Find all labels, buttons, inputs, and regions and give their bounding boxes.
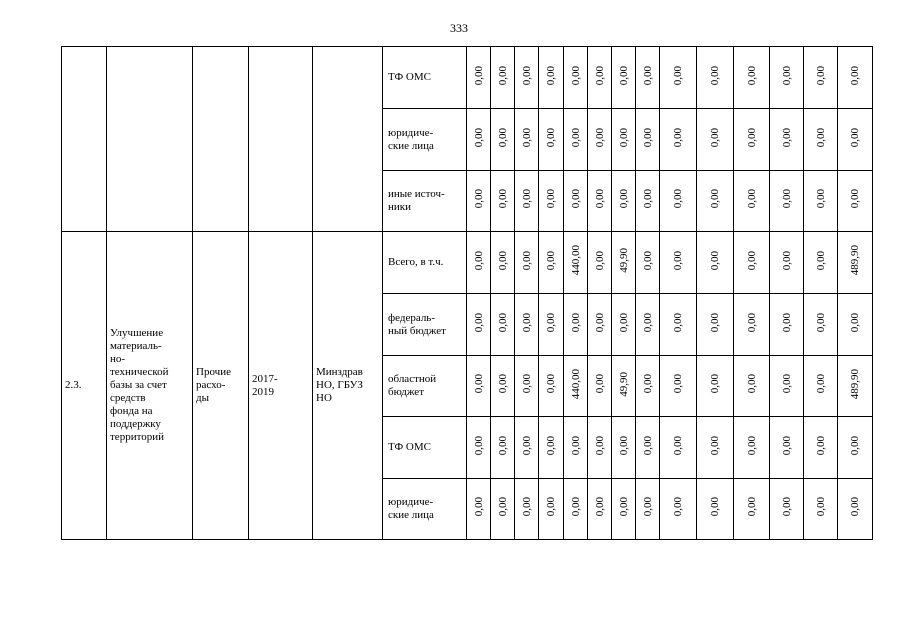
source-cell: областной бюджет [383, 356, 467, 417]
value-cell [804, 294, 838, 356]
value-cell [612, 109, 636, 171]
value-text: 0,00 [545, 65, 557, 86]
value-text: 0,00 [593, 312, 606, 333]
value-cell [515, 232, 539, 294]
value-text: 0,00 [709, 312, 721, 333]
value-text: 0,00 [780, 189, 793, 209]
source-cell: Всего, в т.ч. [383, 232, 467, 294]
page-number: 333 [450, 21, 468, 35]
value-cell [636, 479, 660, 540]
table-row [62, 47, 873, 109]
value-text: 440,00 [569, 245, 582, 276]
value-text: 0,00 [849, 189, 861, 209]
number-cell [62, 47, 107, 232]
value-cell [770, 356, 804, 417]
value-cell [804, 417, 838, 479]
value-text: 0,00 [641, 497, 654, 517]
value-text: 0,00 [780, 374, 793, 394]
value-text: 0,00 [545, 435, 557, 456]
value-cell [612, 294, 636, 356]
value-text: 0,00 [569, 127, 582, 148]
value-text: 0,00 [593, 435, 606, 456]
value-cell [838, 417, 873, 479]
value-text: 0,00 [593, 250, 606, 271]
value-cell [770, 232, 804, 294]
value-cell [467, 479, 491, 540]
value-cell [564, 109, 588, 171]
value-cell [515, 294, 539, 356]
value-text: 0,00 [593, 374, 606, 394]
value-cell [660, 356, 697, 417]
value-cell [515, 356, 539, 417]
value-cell [612, 47, 636, 109]
value-text: 0,00 [617, 312, 630, 333]
value-text: 0,00 [496, 435, 509, 456]
value-text: 0,00 [545, 127, 557, 148]
value-text: 0,00 [520, 312, 533, 333]
value-cell [564, 356, 588, 417]
value-text: 0,00 [814, 189, 827, 209]
value-cell [804, 109, 838, 171]
value-cell [612, 479, 636, 540]
value-cell [612, 171, 636, 232]
value-cell [660, 294, 697, 356]
value-text: 0,00 [709, 374, 721, 394]
value-text: 0,00 [520, 250, 533, 271]
source-cell: ТФ ОМС [383, 417, 467, 479]
value-text: 0,00 [641, 435, 654, 456]
value-cell [467, 294, 491, 356]
value-text: 0,00 [496, 189, 509, 209]
value-text: 0,00 [496, 374, 509, 394]
value-cell [734, 171, 770, 232]
value-text: 0,00 [593, 497, 606, 517]
value-text: 0,00 [849, 65, 861, 86]
value-text: 0,00 [472, 189, 485, 209]
value-text: 0,00 [780, 497, 793, 517]
value-cell [588, 294, 612, 356]
value-text: 0,00 [641, 374, 654, 394]
value-cell [491, 232, 515, 294]
value-text: 0,00 [849, 435, 861, 456]
value-cell [491, 109, 515, 171]
value-cell [467, 109, 491, 171]
value-cell [838, 109, 873, 171]
value-text: 0,00 [472, 127, 485, 148]
value-text: 0,00 [780, 312, 793, 333]
value-text: 0,00 [672, 65, 684, 86]
value-cell [491, 417, 515, 479]
value-cell [838, 479, 873, 540]
value-text: 0,00 [814, 374, 827, 394]
value-cell [539, 109, 564, 171]
value-text: 0,00 [496, 312, 509, 333]
value-cell [515, 479, 539, 540]
value-text: 0,00 [672, 127, 684, 148]
value-text: 0,00 [849, 127, 861, 148]
value-text: 489,90 [849, 368, 861, 400]
executor: Минздрав НО, ГБУЗ НО [313, 232, 383, 540]
value-text: 0,00 [569, 189, 582, 209]
value-text: 0,00 [814, 250, 827, 271]
value-cell [660, 232, 697, 294]
value-text: 0,00 [545, 189, 557, 209]
value-text: 0,00 [745, 312, 758, 333]
value-cell [588, 109, 612, 171]
value-cell [697, 479, 734, 540]
value-cell [636, 171, 660, 232]
value-cell [588, 171, 612, 232]
expense-type: Прочие расхо- ды [193, 232, 249, 540]
value-cell [770, 294, 804, 356]
value-cell [804, 171, 838, 232]
source-cell: федераль- ный бюджет [383, 294, 467, 356]
value-cell [491, 294, 515, 356]
value-text: 0,00 [672, 312, 684, 333]
value-cell [838, 294, 873, 356]
source-cell: юридиче- ские лица [383, 109, 467, 171]
value-cell [588, 417, 612, 479]
value-cell [588, 47, 612, 109]
value-text: 0,00 [569, 497, 582, 517]
value-cell [838, 356, 873, 417]
source-cell: ТФ ОМС [383, 47, 467, 109]
value-text: 0,00 [569, 65, 582, 86]
value-text: 0,00 [641, 127, 654, 148]
value-cell [636, 47, 660, 109]
value-cell [770, 417, 804, 479]
value-cell [660, 479, 697, 540]
value-text: 0,00 [569, 435, 582, 456]
value-text: 0,00 [709, 127, 721, 148]
value-text: 0,00 [520, 189, 533, 209]
value-text: 0,00 [593, 127, 606, 148]
value-cell [660, 109, 697, 171]
value-cell [804, 47, 838, 109]
value-cell [838, 47, 873, 109]
value-cell [697, 417, 734, 479]
value-text: 0,00 [745, 435, 758, 456]
section-name: Улучшение материаль- но- технической базы за счет средств фонда на поддержку территорий [107, 232, 193, 540]
value-cell [838, 171, 873, 232]
value-text: 0,00 [849, 312, 861, 333]
table-row [62, 232, 873, 294]
executor-cell [313, 47, 383, 232]
value-cell [491, 47, 515, 109]
source-cell: иные источ- ники [383, 171, 467, 232]
value-cell [467, 356, 491, 417]
value-cell [770, 47, 804, 109]
value-cell [697, 171, 734, 232]
value-cell [588, 479, 612, 540]
value-cell [539, 479, 564, 540]
value-text: 0,00 [780, 435, 793, 456]
value-text: 0,00 [709, 435, 721, 456]
value-text: 0,00 [520, 65, 533, 86]
value-text: 0,00 [545, 312, 557, 333]
value-cell [515, 47, 539, 109]
value-cell [491, 356, 515, 417]
value-cell [697, 232, 734, 294]
value-text: 0,00 [496, 65, 509, 86]
value-text: 0,00 [472, 374, 485, 394]
value-cell [838, 232, 873, 294]
value-cell [564, 294, 588, 356]
value-text: 0,00 [520, 127, 533, 148]
value-cell [697, 356, 734, 417]
value-text: 0,00 [496, 127, 509, 148]
value-cell [660, 47, 697, 109]
value-cell [734, 47, 770, 109]
value-cell [588, 356, 612, 417]
value-cell [804, 232, 838, 294]
value-text: 0,00 [617, 127, 630, 148]
value-cell [734, 294, 770, 356]
value-text: 0,00 [814, 312, 827, 333]
value-cell [539, 294, 564, 356]
value-text: 0,00 [472, 65, 485, 86]
value-cell [515, 171, 539, 232]
value-text: 0,00 [814, 435, 827, 456]
value-text: 0,00 [709, 189, 721, 209]
value-text: 0,00 [814, 127, 827, 148]
value-cell [734, 356, 770, 417]
value-cell [539, 171, 564, 232]
section-number: 2.3. [62, 232, 107, 540]
value-text: 0,00 [780, 250, 793, 271]
period: 2017- 2019 [249, 232, 313, 540]
value-cell [734, 417, 770, 479]
value-text: 0,00 [709, 65, 721, 86]
value-text: 489,90 [849, 245, 861, 276]
value-text: 0,00 [780, 65, 793, 86]
value-text: 0,00 [520, 374, 533, 394]
source-cell: юридиче- ские лица [383, 479, 467, 540]
value-text: 0,00 [672, 374, 684, 394]
value-text: 49,90 [617, 371, 630, 397]
value-cell [564, 232, 588, 294]
value-text: 0,00 [569, 312, 582, 333]
value-cell [636, 417, 660, 479]
value-cell [588, 232, 612, 294]
value-text: 0,00 [849, 497, 861, 517]
value-text: 0,00 [745, 497, 758, 517]
value-cell [804, 479, 838, 540]
value-cell [770, 109, 804, 171]
value-cell [467, 417, 491, 479]
value-text: 0,00 [641, 312, 654, 333]
value-cell [660, 171, 697, 232]
value-text: 0,00 [641, 65, 654, 86]
value-text: 0,00 [472, 497, 485, 517]
value-cell [697, 109, 734, 171]
value-text: 0,00 [709, 497, 721, 517]
value-cell [697, 47, 734, 109]
value-cell [612, 232, 636, 294]
value-text: 0,00 [617, 497, 630, 517]
value-text: 0,00 [593, 189, 606, 209]
value-text: 0,00 [745, 374, 758, 394]
value-cell [467, 47, 491, 109]
value-text: 0,00 [745, 65, 758, 86]
value-text: 0,00 [617, 435, 630, 456]
value-text: 0,00 [672, 497, 684, 517]
value-text: 0,00 [545, 497, 557, 517]
name-cell [107, 47, 193, 232]
period-cell [249, 47, 313, 232]
value-cell [636, 109, 660, 171]
value-text: 0,00 [496, 250, 509, 271]
value-cell [467, 171, 491, 232]
expense-type-cell [193, 47, 249, 232]
value-text: 0,00 [545, 374, 557, 394]
value-cell [539, 232, 564, 294]
value-text: 0,00 [617, 65, 630, 86]
value-cell [734, 479, 770, 540]
value-cell [612, 417, 636, 479]
value-text: 0,00 [472, 312, 485, 333]
value-cell [770, 171, 804, 232]
value-cell [564, 47, 588, 109]
value-cell [564, 479, 588, 540]
value-text: 0,00 [745, 127, 758, 148]
value-cell [467, 232, 491, 294]
value-text: 0,00 [520, 497, 533, 517]
value-text: 0,00 [593, 65, 606, 86]
value-text: 0,00 [780, 127, 793, 148]
value-text: 0,00 [672, 435, 684, 456]
value-text: 440,00 [569, 368, 582, 400]
value-cell [539, 356, 564, 417]
value-text: 0,00 [745, 250, 758, 271]
value-text: 0,00 [814, 497, 827, 517]
value-cell [660, 417, 697, 479]
value-cell [515, 417, 539, 479]
value-text: 0,00 [709, 250, 721, 271]
value-cell [636, 232, 660, 294]
value-cell [734, 109, 770, 171]
value-text: 0,00 [672, 189, 684, 209]
value-cell [539, 417, 564, 479]
value-text: 0,00 [520, 435, 533, 456]
value-cell [804, 356, 838, 417]
value-cell [564, 417, 588, 479]
value-text: 0,00 [617, 189, 630, 209]
value-text: 0,00 [472, 250, 485, 271]
value-text: 0,00 [672, 250, 684, 271]
value-text: 0,00 [745, 189, 758, 209]
value-cell [734, 232, 770, 294]
value-cell [770, 479, 804, 540]
value-cell [612, 356, 636, 417]
value-cell [539, 47, 564, 109]
value-cell [636, 294, 660, 356]
value-text: 0,00 [641, 250, 654, 271]
value-cell [697, 294, 734, 356]
value-text: 0,00 [496, 497, 509, 517]
value-cell [491, 171, 515, 232]
value-text: 0,00 [472, 435, 485, 456]
value-text: 49,90 [617, 248, 630, 273]
value-text: 0,00 [814, 65, 827, 86]
value-cell [515, 109, 539, 171]
budget-table [61, 46, 873, 540]
value-cell [636, 356, 660, 417]
value-cell [564, 171, 588, 232]
value-cell [491, 479, 515, 540]
value-text: 0,00 [545, 250, 557, 271]
value-text: 0,00 [641, 189, 654, 209]
